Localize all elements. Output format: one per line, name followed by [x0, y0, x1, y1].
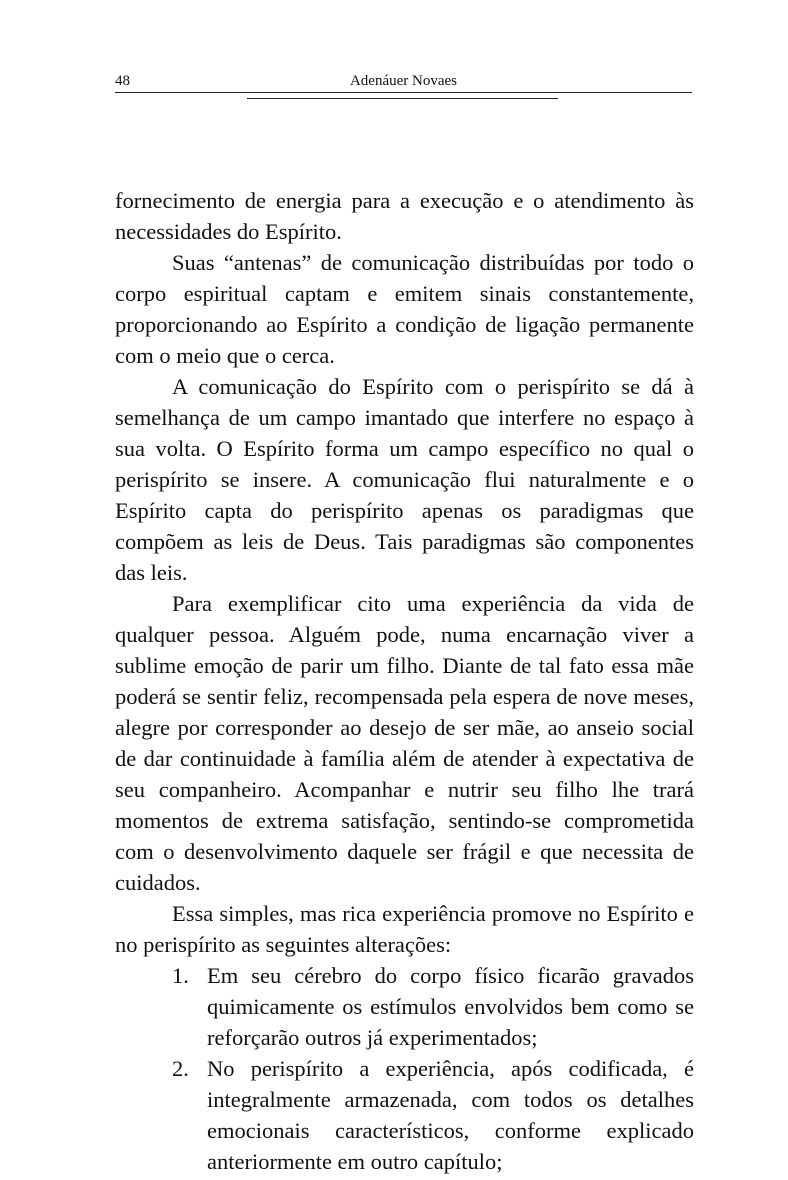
- list-item: [115, 960, 694, 1053]
- paragraph: Suas “antenas” de comunicação distribuídas por todo o corpo espiritual captam e emitem sinais constantemente, proporcionando ao Espírito a condição de ligação permanente com o meio que o cerca.: [115, 250, 694, 368]
- header-divider: [247, 98, 558, 99]
- paragraph-continuation: fornecimento de energia para a execução e o atendimento às necessidades do Espírito.: [115, 188, 694, 244]
- list-item-number: 1.: [172, 963, 189, 988]
- list-item-text: Em seu cérebro do corpo físico ficarão gravados quimicamente os estímulos envolvidos bem como se reforçarão outros já experimentados;: [207, 963, 694, 1050]
- running-header-author: Adenáuer Novaes: [349, 73, 458, 89]
- list-item-text: No perispírito a experiência, após codificada, é integralmente armazenada, com todos os detalhes emocionais característicos, conforme explicado anteriormente em outro capítulo;: [207, 1056, 694, 1174]
- page-number: 48: [115, 73, 130, 89]
- running-header: [115, 70, 692, 93]
- page-body: [115, 185, 694, 1177]
- numbered-list: [115, 960, 694, 1177]
- paragraph: Essa simples, mas rica experiência promove no Espírito e no perispírito as seguintes alterações:: [115, 901, 694, 957]
- paragraph: A comunicação do Espírito com o perispírito se dá à semelhança de um campo imantado que interfere no espaço à sua volta. O Espírito forma um campo específico no qual o perispírito se insere. A comunicação flui naturalmente e o Espírito capta do perispírito apenas os paradigmas que compõem as leis de Deus. Tais paradigmas são componentes das leis.: [115, 374, 694, 585]
- list-item-number: 2.: [172, 1056, 189, 1081]
- paragraph: Para exemplificar cito uma experiência da vida de qualquer pessoa. Alguém pode, numa encarnação viver a sublime emoção de parir um filho. Diante de tal fato essa mãe poderá se sentir feliz, recompensada pela espera de nove meses, alegre por corresponder ao desejo de ser mãe, ao anseio social de dar continuidade à família além de atender à expectativa de seu companheiro. Acompanhar e nutrir seu filho lhe trará momentos de extrema satisfação, sentindo-se comprometida com o desenvolvimento daquele ser frágil e que necessita de cuidados.: [115, 591, 694, 895]
- list-item: [115, 1053, 694, 1177]
